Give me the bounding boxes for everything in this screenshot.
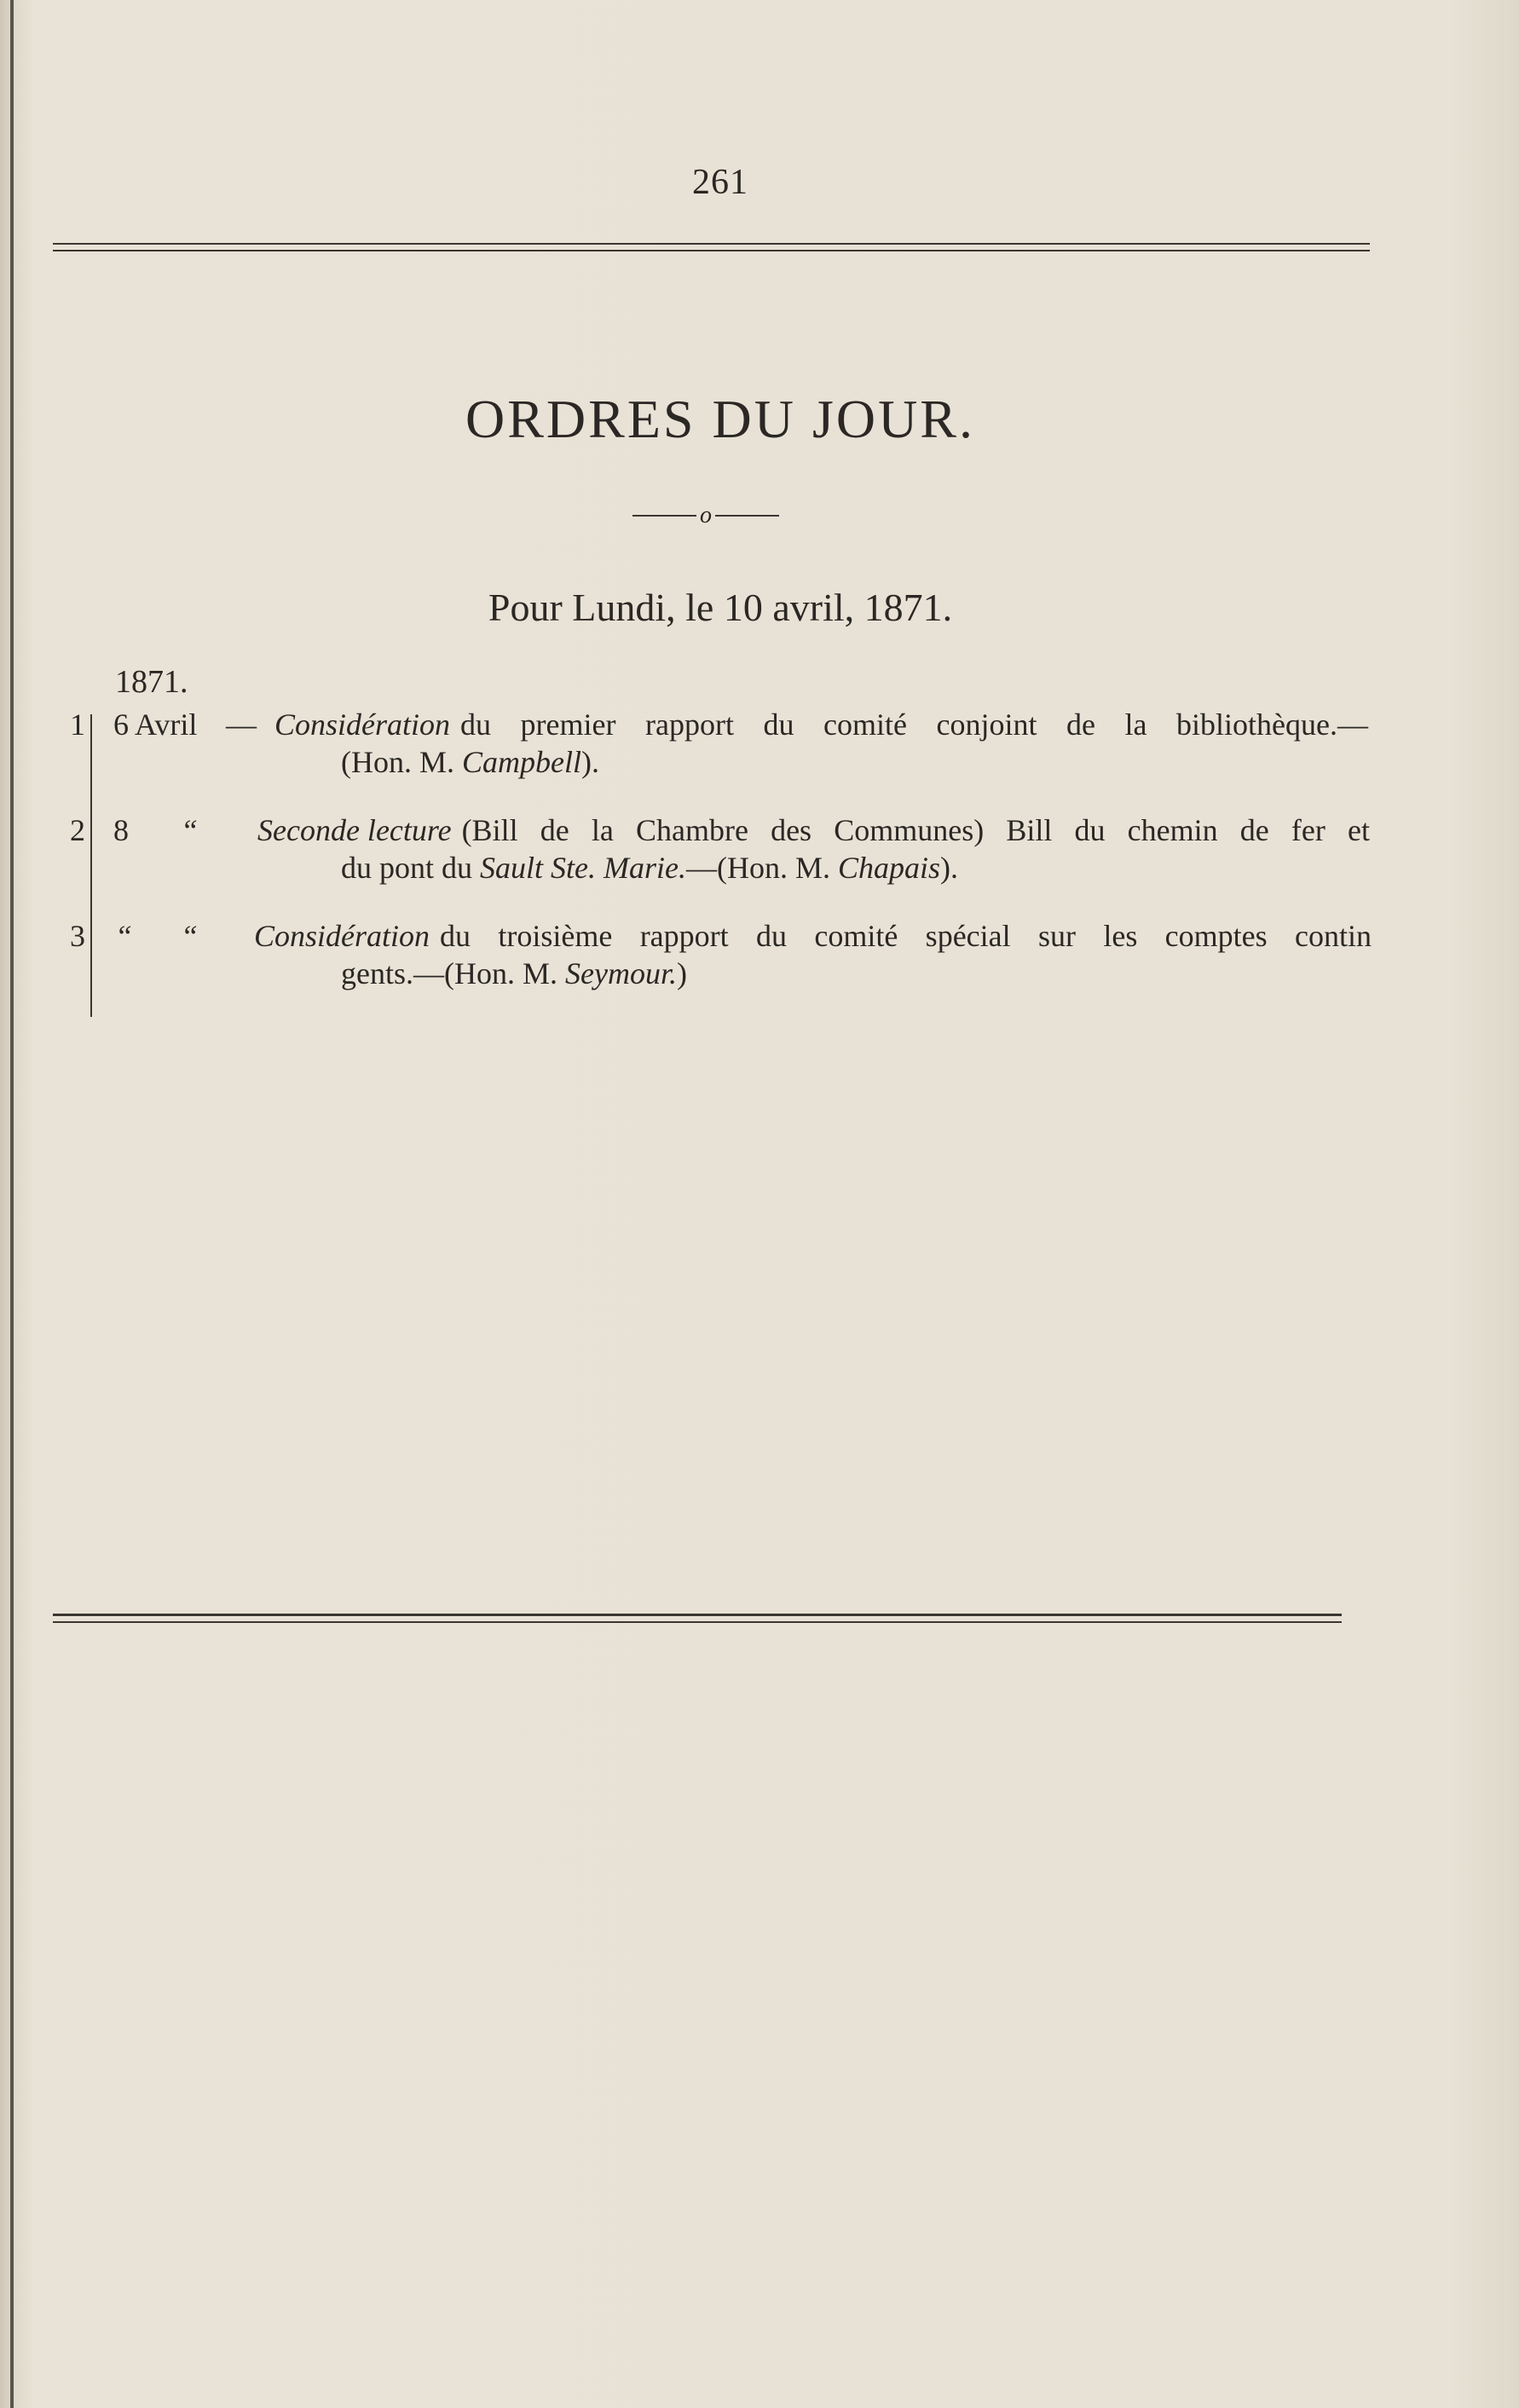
- session-date-heading: Pour Lundi, le 10 avril, 1871.: [488, 586, 953, 629]
- entry-attribution-prefix: (Hon. M.: [341, 745, 454, 779]
- year-label: 1871.: [115, 664, 188, 700]
- bottom-double-rule: [53, 1614, 1342, 1623]
- ornament-dash-left: [632, 515, 696, 517]
- entry-text: du premier rapport du comité conjoint de la bibliothèque.—: [460, 707, 1368, 742]
- page-number: 261: [692, 163, 748, 202]
- entry-text-line2: [341, 955, 687, 992]
- entry-text-line2: [341, 743, 599, 781]
- entry-number: 3: [70, 919, 85, 953]
- entry-text: du troisième rapport du comité spécial sur les comptes contin: [440, 919, 1372, 953]
- top-double-rule: [53, 243, 1370, 251]
- entry-attribution-suffix: ).: [940, 851, 959, 885]
- entry-attribution-suffix: ): [676, 956, 687, 990]
- title-ornament: [629, 499, 783, 533]
- entry-attribution-suffix: ).: [581, 745, 599, 779]
- ditto-date-mark: “: [115, 919, 133, 953]
- ornament-letter: o: [700, 502, 712, 528]
- entry-margin-rule: [90, 714, 92, 1017]
- entry-text-line1: [257, 811, 1370, 849]
- entry-member: Seymour.: [565, 956, 677, 990]
- entry-date: 6 Avril: [113, 707, 198, 742]
- entry-date: 8: [113, 813, 129, 847]
- entry-number: 2: [70, 813, 85, 847]
- entry-heading: Seconde lecture: [257, 813, 452, 847]
- entry-attribution-prefix: gents.—(Hon. M.: [341, 956, 557, 990]
- entry-text-line2: [341, 849, 958, 886]
- entry-place: Sault Ste. Marie.: [480, 851, 686, 885]
- entry-heading: Considération: [274, 707, 451, 742]
- ditto-mark: “: [181, 919, 199, 953]
- entry-heading: Considération: [254, 919, 430, 953]
- ditto-mark: “: [181, 813, 199, 847]
- entry-text-line1: [274, 706, 1368, 743]
- ornament-dash-right: [715, 515, 779, 517]
- binding-edge: [10, 0, 14, 2408]
- entry-text: (Bill de la Chambre des Communes) Bill du chemin de fer et: [461, 813, 1370, 847]
- entry-text-line1: [254, 917, 1372, 955]
- entry-separator: —: [226, 707, 257, 742]
- entry-attribution-prefix: —(Hon. M.: [685, 851, 830, 885]
- entry-member: Campbell: [462, 745, 581, 779]
- entry-text-prefix: du pont du: [341, 851, 473, 885]
- entry-number: 1: [70, 707, 85, 742]
- entry-member: Chapais: [837, 851, 941, 885]
- page-title: ORDRES DU JOUR.: [465, 389, 975, 449]
